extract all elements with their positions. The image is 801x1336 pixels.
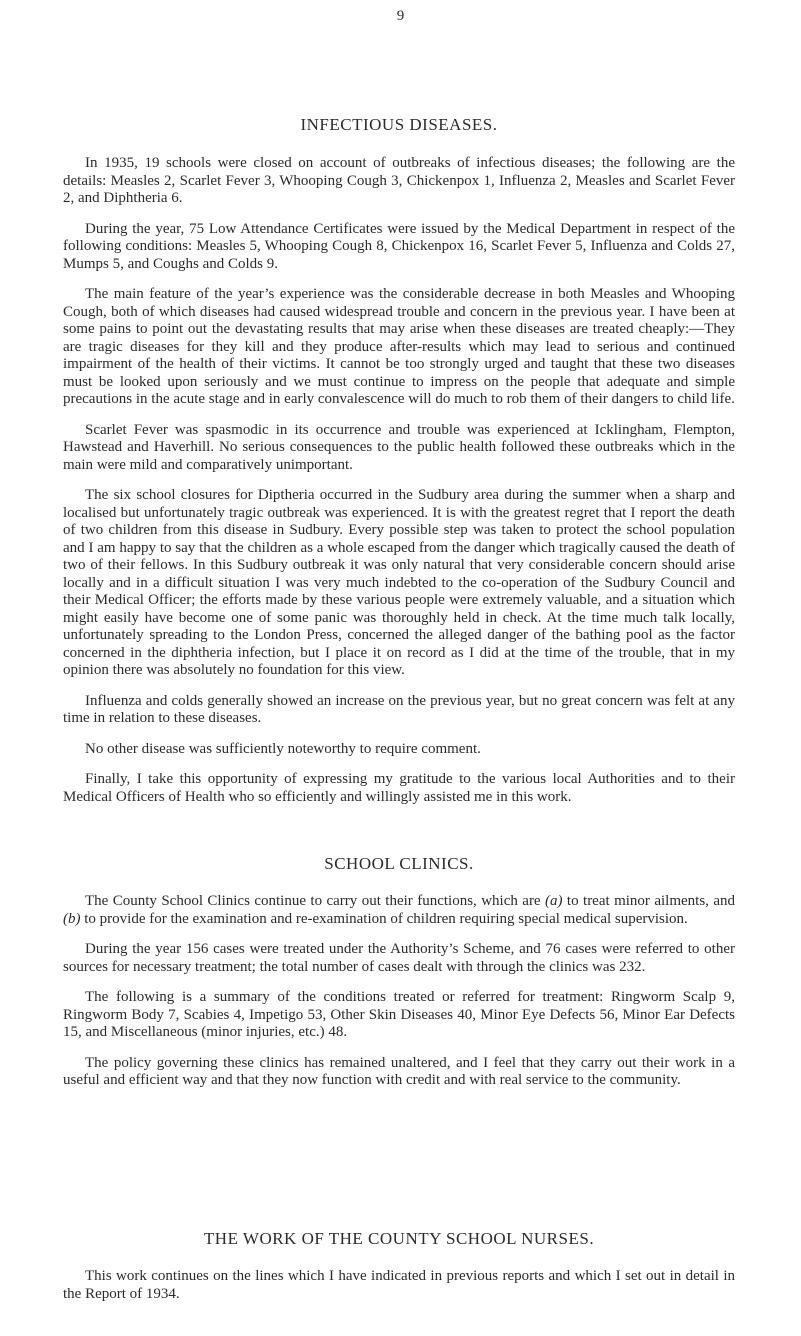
paragraph: The main feature of the year’s experience was the considerable decrease in both Measles and Whooping Cough, both of which diseases had caused widespread trouble and concern in the previous year. I have been at some pains to point out the devastating results that may arise when these diseases are treated cheaply:—They are tragic diseases for they kill and they produce after-results which may lead to serious and continued impairment of the health of their victims. It cannot be too strongly urged and taught that these two diseases must be looked upon seriously and we must continue to impress on the people that adequate and simple precautions in the acute stage and in early convalescence will do much to rob them of their dangers to child life. (63, 286, 735, 407)
section-heading-infectious-diseases: INFECTIOUS DISEASES. (300, 115, 498, 134)
page-number: 9 (396, 8, 405, 24)
paragraph: The following is a summary of the conditions treated or referred for treatment: Ringworm Scalp 9, Ringworm Body 7, Scabies 4, Impetigo 53, Other Skin Diseases 40, Minor Eye Defects 56, Minor Ear Defects 15, and Miscellaneous (minor injuries, etc.) 48. (63, 989, 735, 1040)
paragraph: The County School Clinics continue to carry out their functions, which are (a) to treat minor ailments, and (b) to provide for the examination and re-examination of children requiring special medical supervision. (63, 893, 735, 927)
paragraph: The policy governing these clinics has remained unaltered, and I feel that they carry out their work in a useful and efficient way and that they now function with credit and with real service to the community. (63, 1054, 735, 1088)
paragraph: During the year 156 cases were treated under the Authority’s Scheme, and 76 cases were referred to other sources for necessary treatment; the total number of cases dealt with through the clinics was 232. (63, 941, 735, 975)
paragraph: Finally, I take this opportunity of expressing my gratitude to the various local Authorities and to their Medical Officers of Health who so efficiently and willingly assisted me in this work. (63, 771, 735, 805)
section-body-infectious-diseases (63, 155, 735, 819)
section-body-school-nurses (63, 1268, 735, 1316)
section-body-school-clinics (63, 893, 735, 1103)
paragraph: Scarlet Fever was spasmodic in its occurrence and trouble was experienced at Icklingham, Flempton, Hawstead and Haverhill. No serious consequences to the public health followed these outbreaks which in the main were mild and comparatively unimportant. (63, 421, 735, 473)
paragraph: During the year, 75 Low Attendance Certificates were issued by the Medical Department in respect of the following conditions: Measles 5, Whooping Cough 8, Chickenpox 16, Scarlet Fever 5, Influenza and Colds 27, Mumps 5, and Coughs and Colds 9. (63, 220, 735, 272)
list-marker-a: (a) (545, 893, 563, 909)
section-heading-school-clinics: SCHOOL CLINICS. (324, 854, 474, 873)
section-heading-school-nurses: THE WORK OF THE COUNTY SCHOOL NURSES. (203, 1229, 595, 1248)
paragraph: Influenza and colds generally showed an increase on the previous year, but no great concern was felt at any time in relation to these diseases. (63, 692, 735, 726)
list-marker-b: (b) (63, 910, 81, 927)
paragraph: The six school closures for Diptheria occurred in the Sudbury area during the summer when a sharp and localised but unfortunately tragic outbreak was experienced. It is with the greatest regret that I report the death of two children from this disease in Sudbury. Every possible step was taken to protect the school population and I am happy to say that the children as a whole escaped from the danger which tragically caused the death of two of their fellows. In this Sudbury outbreak it was only natural that very considerable concern should arise locally and in a difficult situation I was very much indebted to the co-operation of the Sudbury Council and their Medical Officer; the efforts made by these various people were extremely valuable, and a situation which might easily have become one of some panic was thoroughly held in check. At the time much talk locally, unfortunately spreading to the London Press, concerned the alleged danger of the bathing pool as the factor concerned in the diphtheria infection, but I place it on record as I did at the time of the trouble, that in my opinion there was absolutely no foundation for this view. (63, 487, 735, 678)
paragraph: This work continues on the lines which I have indicated in previous reports and which I set out in detail in the Report of 1934. (63, 1268, 735, 1302)
paragraph: In 1935, 19 schools were closed on account of outbreaks of infectious diseases; the following are the details: Measles 2, Scarlet Fever 3, Whooping Cough 3, Chickenpox 1, Influenza 2, Measles and Scarlet Fever 2, and Diphtheria 6. (63, 155, 735, 206)
paragraph: No other disease was sufficiently noteworthy to require comment. (85, 740, 481, 757)
